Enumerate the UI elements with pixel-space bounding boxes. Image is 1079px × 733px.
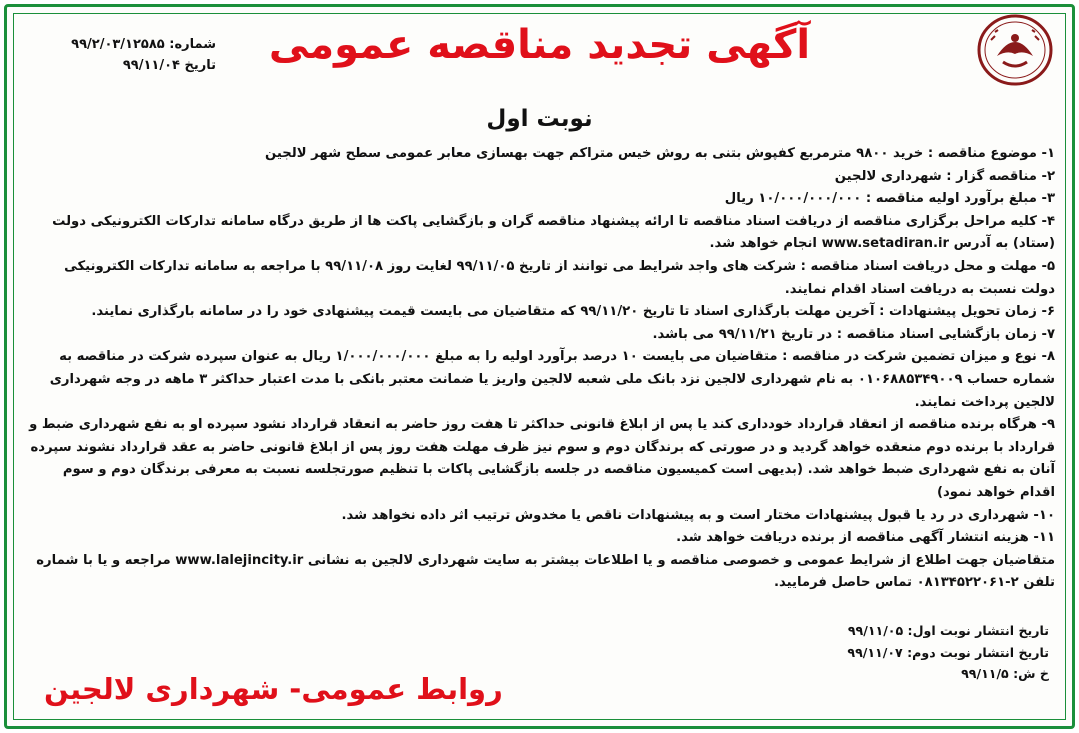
- ad-subtitle: نوبت اول: [486, 106, 593, 132]
- contact-paragraph: متقاضیان جهت اطلاع از شرایط عمومی و خصوصی مناقصه و یا اطلاعات بیشتر به سایت شهرداری لالجین به نشانی www.lalejincity.ir مراجعه و یا با شماره تلفن ۲-۰۸۱۳۴۵۲۲۰۶۱ تماس حاصل فرمایید.: [36, 552, 1055, 591]
- publish-date-second: تاریخ انتشار نوبت دوم: ۹۹/۱۱/۰۷: [847, 644, 1049, 660]
- footer-signature: روابط عمومی- شهرداری لالجین: [44, 672, 503, 706]
- notice-number: شماره: ۹۹/۲/۰۳/۱۲۵۸۵: [71, 37, 216, 52]
- item-5: ۵- مهلت و محل دریافت اسناد مناقصه : شرکت های واجد شرایط می توانند از تاریخ ۹۹/۱۱/۰۵ لغایت روز ۹۹/۱۱/۰۸ با مراجعه به سامانه تدارکات الکترونیکی دولت نسبت به دریافت اسناد اقدام نمایند.: [64, 258, 1055, 297]
- publish-dates: [809, 620, 1049, 685]
- item-1: ۱- موضوع مناقصه : خرید ۹۸۰۰ مترمربع کفپوش بتنی به روش خیس متراکم جهت بهسازی معابر عمومی سطح شهر لالجین: [265, 146, 1055, 161]
- ad-title: آگهی تجدید مناقصه عمومی: [268, 22, 811, 68]
- ad-body: [28, 143, 1055, 595]
- item-2: ۲- مناقصه گزار : شهرداری لالجین: [834, 168, 1055, 184]
- item-9: ۹- هرگاه برنده مناقصه از انعقاد قرارداد خودداری کند یا پس از ابلاغ قانونی حداکثر تا هفت روز حاضر به انعقاد قرارداد نشود سپرده او به نفع شهرداری ضبط و قرارداد با برنده دوم منعقده خواهد گردید و در صورتی که برندگان دوم و سوم نیز ظرف مهلت هفت روز پس از ابلاغ قانونی حاضر به عقد قرارداد نشوند سپرده آنان به نفع شهرداری ضبط خواهد شد. (بدیهی است کمیسیون مناقصه در جلسه بازگشایی پاکات با تنظیم صورتجلسه نسبت به معرفی برندگان دوم و سوم اقدام خواهد نمود): [29, 417, 1055, 500]
- item-4: ۴- کلیه مراحل برگزاری مناقصه از دریافت اسناد مناقصه تا ارائه پیشنهاد مناقصه گران و بازگشایی پاکت ها از طریق درگاه سامانه تدارکات الکترونیکی دولت (ستاد) به آدرس www.setadiran.ir انجام خواهد شد.: [52, 213, 1055, 252]
- publish-code: خ ش: ۹۹/۱۱/۵: [961, 666, 1049, 681]
- item-11: ۱۱- هزینه انتشار آگهی مناقصه از برنده دریافت خواهد شد.: [676, 530, 1055, 546]
- item-8: ۸- نوع و میزان تضمین شرکت در مناقصه : متقاضیان می بایست ۱۰ درصد برآورد اولیه را به مبلغ ۱/۰۰۰/۰۰۰/۰۰۰ ریال به عنوان سپرده شرکت در مناقصه به شماره حساب ۰۱۰۶۸۸۵۳۴۹۰۰۹ به نام شهرداری لالجین نزد بانک ملی شعبه لالجین واریز یا ضمانت معتبر بانکی با مدت اعتبار حداکثر ۳ ماهه در وجه شهرداری لالجین پرداخت نمایند.: [49, 349, 1055, 410]
- item-3: ۳- مبلغ برآورد اولیه مناقصه : ۱۰/۰۰۰/۰۰۰/۰۰۰ ریال: [724, 191, 1055, 207]
- publish-date-first: تاریخ انتشار نوبت اول: ۹۹/۱۱/۰۵: [847, 623, 1049, 638]
- item-10: ۱۰- شهرداری در رد یا قبول پیشنهادات مختار است و به پیشنهادات ناقص یا مخدوش ترتیب اثر داده نخواهد شد.: [341, 507, 1055, 523]
- notice-date: تاریخ ۹۹/۱۱/۰۴: [122, 58, 216, 73]
- item-6: ۶- زمان تحویل پیشنهادات : آخرین مهلت بارگذاری اسناد تا تاریخ ۹۹/۱۱/۲۰ که متقاضیان می بایست قیمت پیشنهادی خود را در سامانه بارگذاری نمایند.: [91, 304, 1055, 320]
- item-7: ۷- زمان بازگشایی اسناد مناقصه : در تاریخ ۹۹/۱۱/۲۱ می باشد.: [652, 326, 1055, 342]
